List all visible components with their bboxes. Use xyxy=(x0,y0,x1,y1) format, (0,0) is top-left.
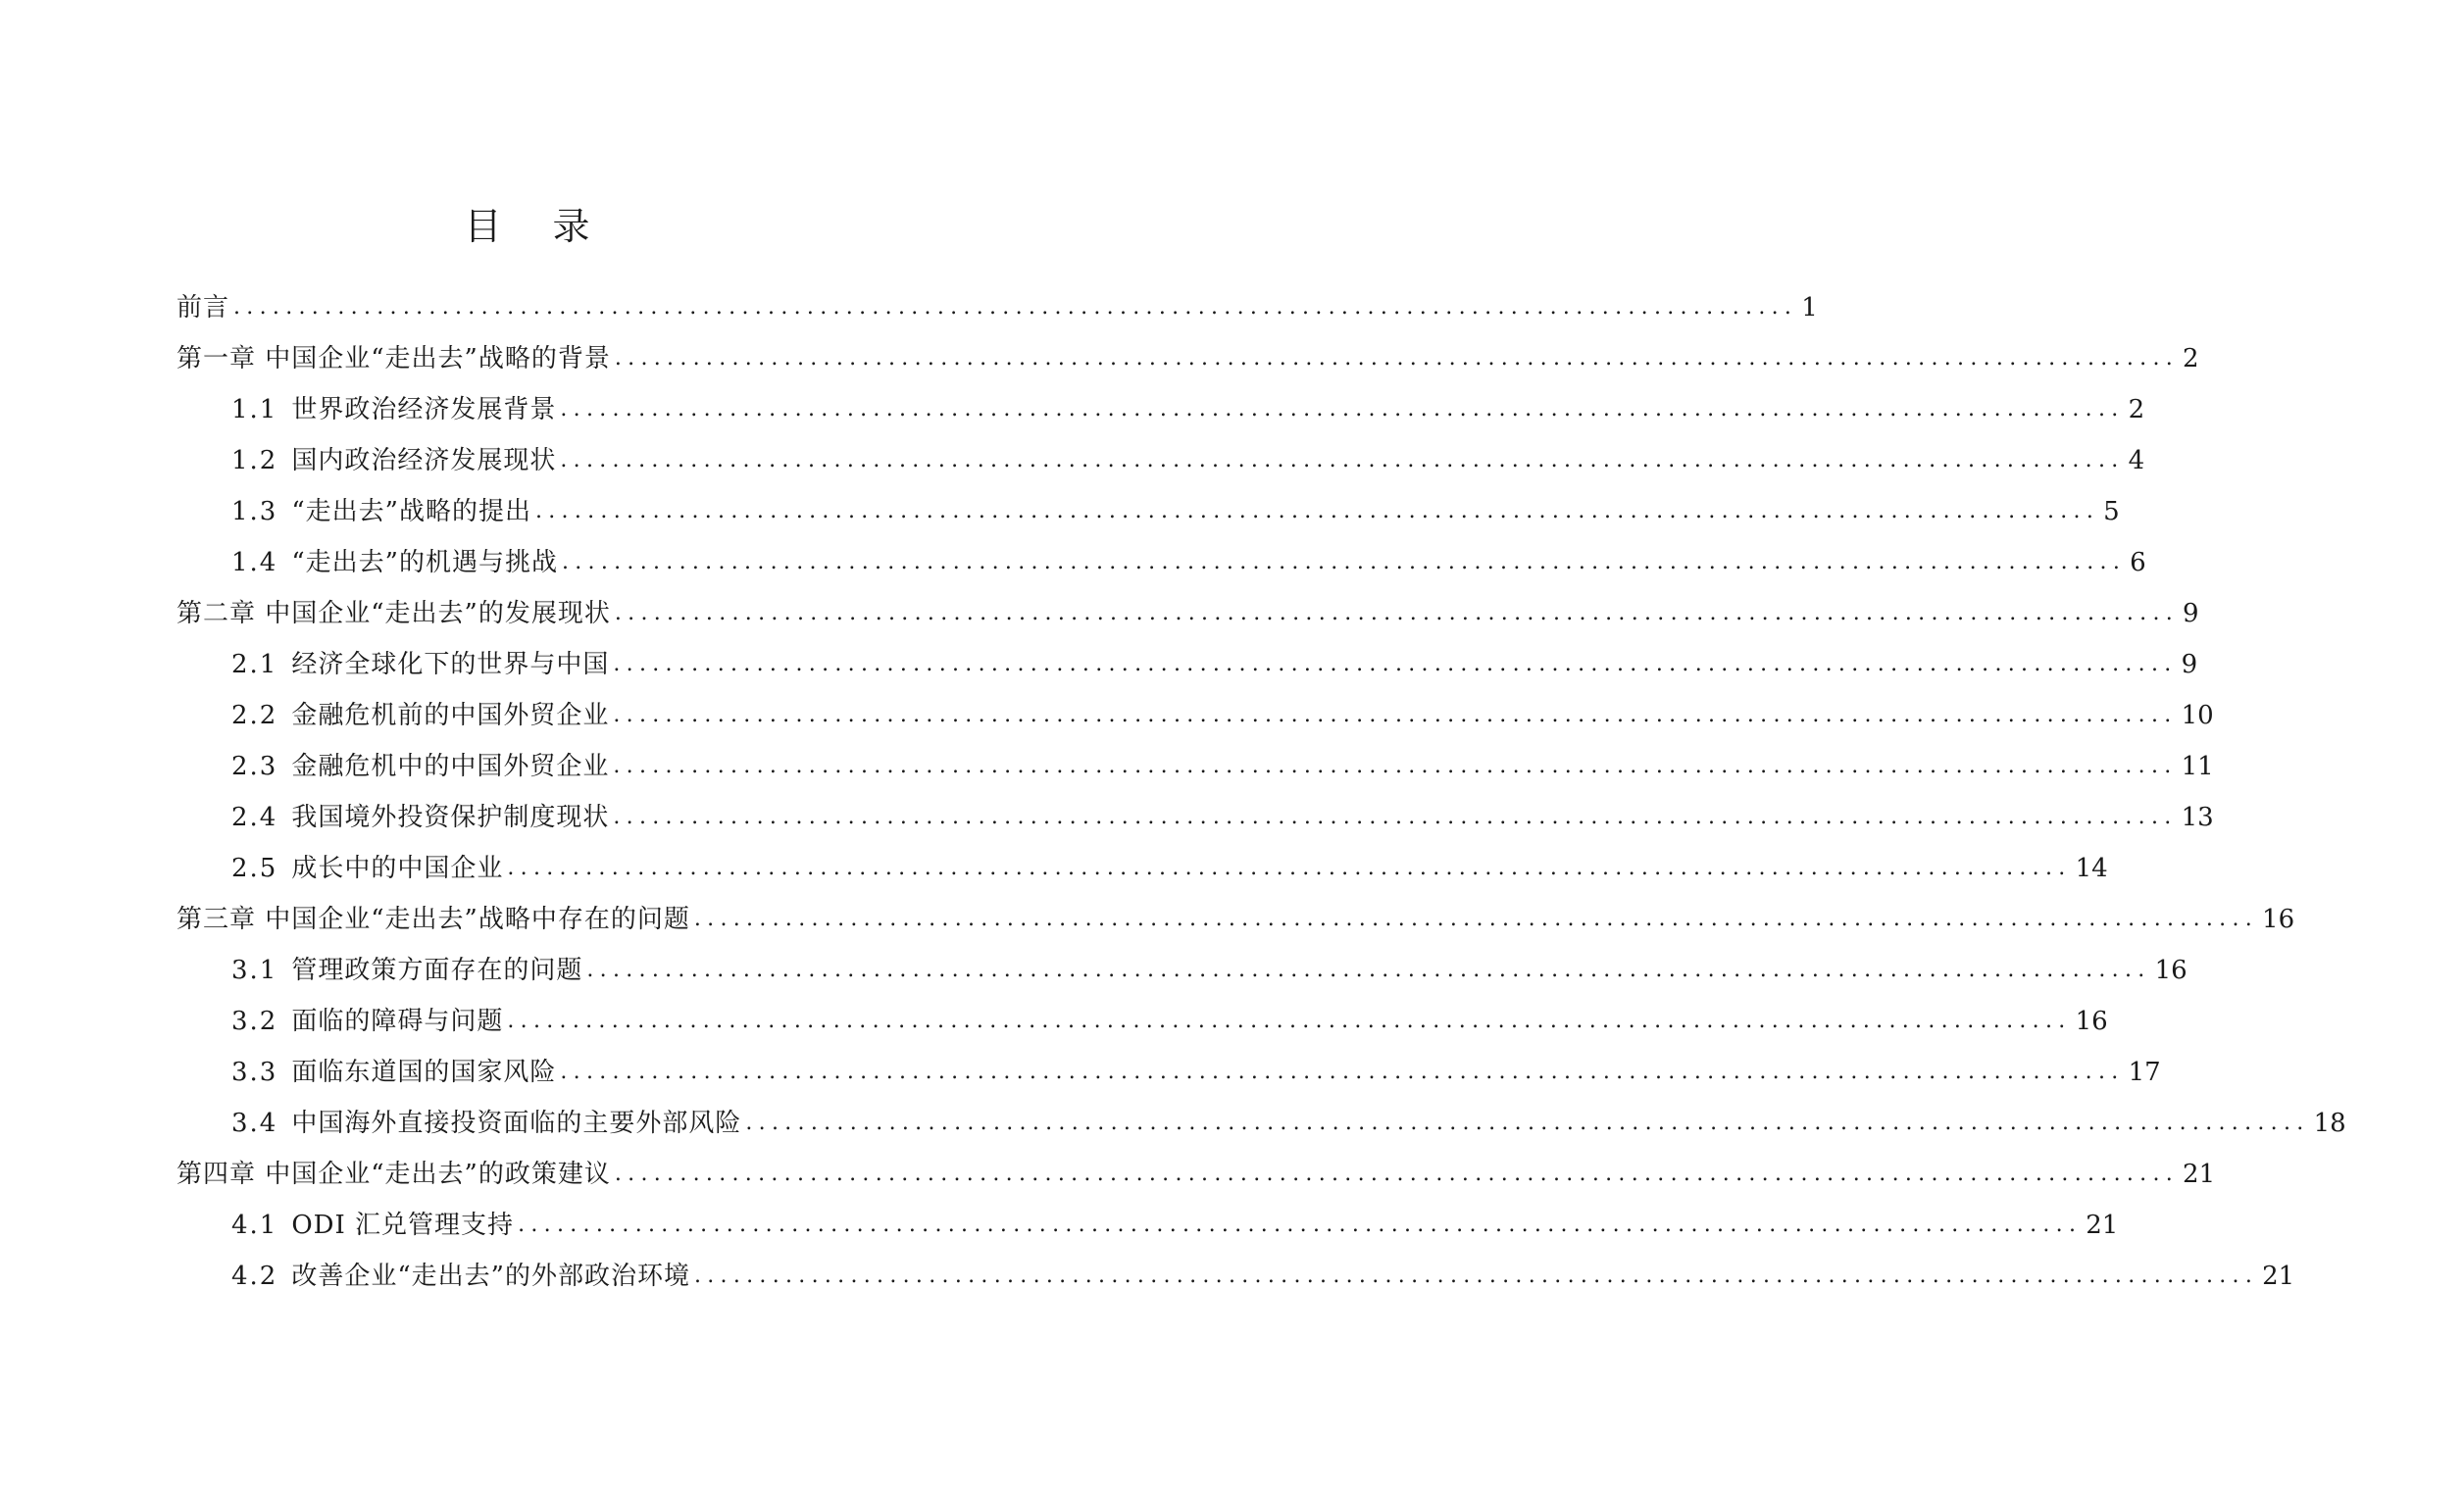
toc-entry-number: 1.1 xyxy=(231,395,278,424)
toc-section-entry[interactable] xyxy=(0,792,2214,843)
toc-section-entry[interactable] xyxy=(0,639,2198,690)
toc-page-number: 18 xyxy=(2313,1109,2346,1138)
toc-entry-label: 成长中的中国企业 xyxy=(291,854,504,883)
dot-leader: ........................................................................................................................ xyxy=(613,703,2178,727)
toc-page-number: 6 xyxy=(2130,548,2146,577)
toc-entry-label: 第三章 中国企业“走出去”战略中存在的问题 xyxy=(176,905,690,934)
toc-page-number: 16 xyxy=(2262,905,2295,934)
toc-chapter-entry[interactable] xyxy=(0,1149,2216,1200)
toc-entry-number: 3.2 xyxy=(231,1007,278,1036)
toc-entry-label: 第四章 中国企业“走出去”的政策建议 xyxy=(176,1160,611,1189)
toc-entry-number: 3.4 xyxy=(231,1109,278,1138)
toc-page-number: 9 xyxy=(2181,650,2198,679)
toc-page-number: 16 xyxy=(2154,956,2187,985)
toc-chapter-entry[interactable] xyxy=(0,333,2199,384)
toc-page-number: 4 xyxy=(2128,446,2145,475)
dot-leader: ........................................................................................................................ xyxy=(560,397,2125,422)
dot-leader: ........................................................................................................................ xyxy=(507,1009,2072,1033)
toc-page-number: 13 xyxy=(2181,803,2214,832)
toc-page-number: 21 xyxy=(2086,1211,2119,1240)
dot-leader: ........................................................................................................................ xyxy=(613,805,2178,829)
toc-chapter-entry[interactable] xyxy=(0,282,1818,333)
toc-page-number: 1 xyxy=(1801,293,1818,322)
toc-entry-label: 前言 xyxy=(176,293,230,322)
toc-page-number: 21 xyxy=(2262,1262,2295,1291)
dot-leader: ........................................................................................................................ xyxy=(614,1162,2180,1186)
dot-leader: ........................................................................................................................ xyxy=(507,856,2072,880)
dot-leader: ........................................................................................................................ xyxy=(613,754,2178,778)
toc-page-number: 11 xyxy=(2181,752,2214,781)
toc-entry-number: 2.1 xyxy=(231,650,278,679)
toc-entry-number: 3.3 xyxy=(231,1058,278,1087)
toc-page-number: 16 xyxy=(2075,1007,2108,1036)
toc-section-entry[interactable] xyxy=(0,537,2146,588)
toc-page-number: 17 xyxy=(2128,1058,2161,1087)
toc-page-number: 2 xyxy=(2128,395,2145,424)
dot-leader: ........................................................................................................................ xyxy=(693,907,2259,931)
toc-entry-number: 1.4 xyxy=(231,548,278,577)
toc-entry-number: 4.2 xyxy=(231,1262,278,1291)
toc-section-entry[interactable] xyxy=(0,1047,2161,1098)
toc-section-entry[interactable] xyxy=(0,486,2120,537)
toc-section-entry[interactable] xyxy=(0,690,2214,741)
dot-leader: ........................................................................................................................ xyxy=(534,499,2100,523)
toc-title: 目 录 xyxy=(464,205,610,249)
toc-page-number: 14 xyxy=(2075,854,2108,883)
dot-leader: ........................................................................................................................ xyxy=(560,1060,2125,1084)
toc-section-entry[interactable] xyxy=(0,1098,2346,1149)
toc-entry-number: 4.1 xyxy=(231,1211,278,1240)
toc-entry-label: 金融危机中的中国外贸企业 xyxy=(291,752,610,781)
toc-section-entry[interactable] xyxy=(0,996,2108,1047)
dot-leader: ........................................................................................................................ xyxy=(518,1213,2083,1237)
toc-page-number: 10 xyxy=(2181,701,2214,730)
toc-entry-label: 中国海外直接投资面临的主要外部风险 xyxy=(291,1109,742,1138)
toc-chapter-entry[interactable] xyxy=(0,588,2199,639)
toc-entry-label: 我国境外投资保护制度现状 xyxy=(291,803,610,832)
table-of-contents xyxy=(0,282,2346,1302)
dot-leader: ........................................................................................................................ xyxy=(561,550,2127,574)
toc-chapter-entry[interactable] xyxy=(0,894,2295,945)
toc-section-entry[interactable] xyxy=(0,435,2145,486)
toc-page-number: 21 xyxy=(2183,1160,2216,1189)
dot-leader: ........................................................................................................................ xyxy=(614,346,2180,371)
toc-entry-label: ODI 汇兑管理支持 xyxy=(291,1211,515,1240)
toc-section-entry[interactable] xyxy=(0,1200,2119,1251)
dot-leader: ........................................................................................................................ xyxy=(613,652,2178,676)
toc-section-entry[interactable] xyxy=(0,741,2214,792)
dot-leader: ........................................................................................................................ xyxy=(586,958,2151,982)
toc-entry-label: 第二章 中国企业“走出去”的发展现状 xyxy=(176,599,611,628)
toc-page-number: 2 xyxy=(2183,344,2199,373)
toc-entry-number: 3.1 xyxy=(231,956,278,985)
toc-entry-label: 面临的障碍与问题 xyxy=(291,1007,504,1036)
toc-entry-label: 国内政治经济发展现状 xyxy=(291,446,557,475)
toc-page-number: 5 xyxy=(2103,497,2120,526)
toc-entry-label: “走出去”的机遇与挑战 xyxy=(291,548,558,577)
toc-entry-label: 经济全球化下的世界与中国 xyxy=(291,650,610,679)
toc-section-entry[interactable] xyxy=(0,384,2145,435)
toc-section-entry[interactable] xyxy=(0,945,2187,996)
toc-entry-number: 2.5 xyxy=(231,854,278,883)
dot-leader: ........................................................................................................................ xyxy=(560,448,2125,472)
toc-entry-label: 金融危机前的中国外贸企业 xyxy=(291,701,610,730)
toc-entry-number: 1.2 xyxy=(231,446,278,475)
toc-page-number: 9 xyxy=(2183,599,2199,628)
toc-entry-label: 改善企业“走出去”的外部政治环境 xyxy=(291,1262,690,1291)
toc-entry-label: 第一章 中国企业“走出去”战略的背景 xyxy=(176,344,611,373)
toc-entry-number: 2.2 xyxy=(231,701,278,730)
toc-entry-number: 2.4 xyxy=(231,803,278,832)
dot-leader: ........................................................................................................................ xyxy=(745,1111,2310,1135)
toc-entry-number: 1.3 xyxy=(231,497,278,526)
toc-section-entry[interactable] xyxy=(0,843,2108,894)
dot-leader: ........................................................................................................................ xyxy=(614,601,2180,625)
toc-entry-label: 面临东道国的国家风险 xyxy=(291,1058,557,1087)
toc-entry-number: 2.3 xyxy=(231,752,278,781)
dot-leader: ........................................................................................................................ xyxy=(693,1264,2259,1288)
toc-entry-label: 管理政策方面存在的问题 xyxy=(291,956,583,985)
toc-entry-label: 世界政治经济发展背景 xyxy=(291,395,557,424)
toc-section-entry[interactable] xyxy=(0,1251,2295,1302)
toc-entry-label: “走出去”战略的提出 xyxy=(291,497,531,526)
dot-leader: ........................................................................................................................ xyxy=(233,295,1798,320)
